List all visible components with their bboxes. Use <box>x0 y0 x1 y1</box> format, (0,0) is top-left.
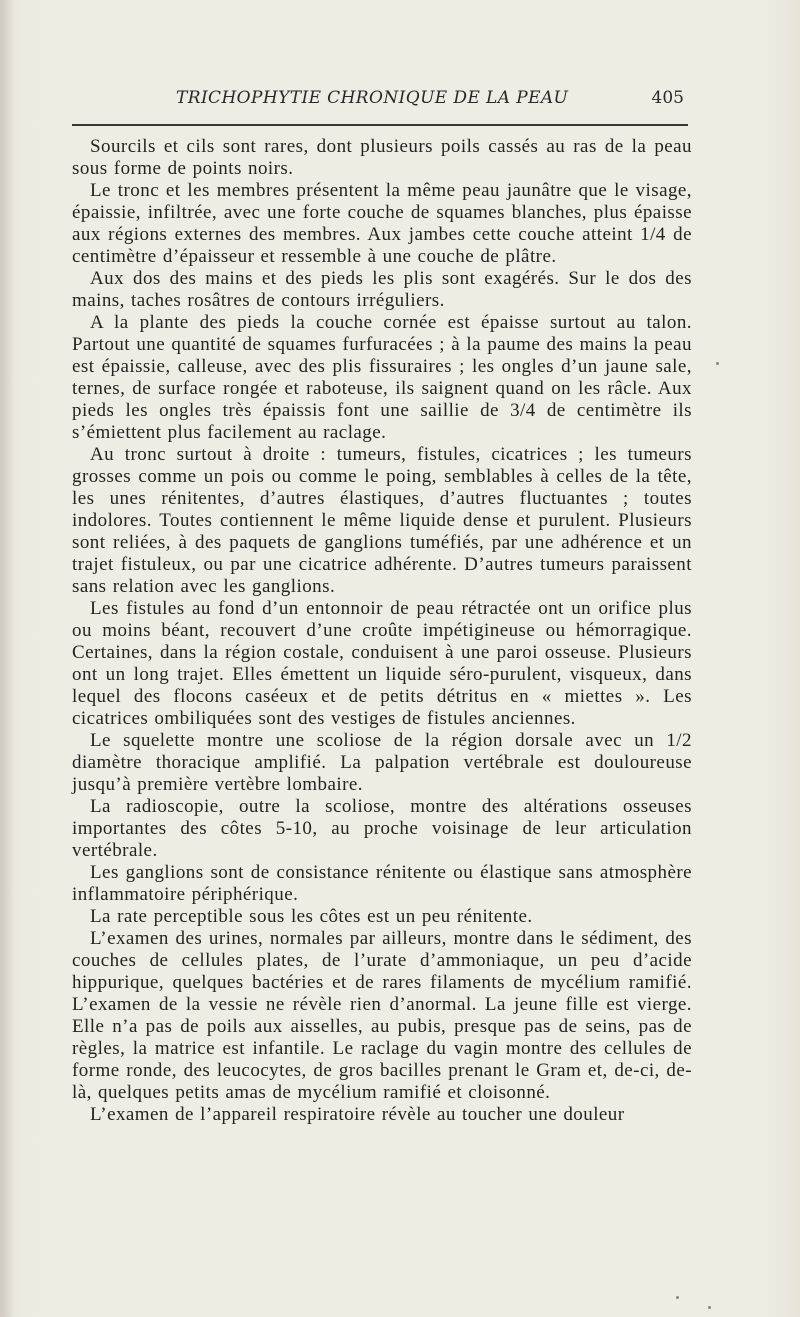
paragraph: Sourcils et cils sont rares, dont plusieurs poils cassés au ras de la peau sous forme de points noirs. <box>72 136 692 179</box>
paragraph: Les ganglions sont de consistance rénitente ou élastique sans atmosphère inflammatoire périphérique. <box>72 862 692 905</box>
scan-speck <box>708 1306 711 1309</box>
paragraph: Le squelette montre une scoliose de la région dorsale avec un 1/2 diamètre thoracique amplifié. La palpation vertébrale est douloureuse jusqu’à première vertèbre lombaire. <box>72 730 692 795</box>
body-text <box>72 136 692 1126</box>
paragraph: A la plante des pieds la couche cornée est épaisse surtout au talon. Partout une quantité de squames furfuracées ; à la paume des mains la peau est épaissie, calleuse, avec des plis fissuraires ; les ongles d’un jaune sale, ternes, de surface rongée et raboteuse, ils saignent quand on les râcle. Aux pieds les ongles très épaissis font une saillie de 3/4 de centimètre ils s’émiettent plus facilement au raclage. <box>72 312 692 443</box>
binding-shadow <box>0 0 14 1317</box>
paragraph: La rate perceptible sous les côtes est un peu rénitente. <box>90 906 533 927</box>
scan-speck <box>676 1296 679 1299</box>
scan-speck <box>716 362 719 365</box>
paragraph: La radioscopie, outre la scoliose, montre des altérations osseuses importantes des côtes 5-10, au proche voisinage de leur articulation vertébrale. <box>72 796 692 861</box>
header-rule <box>72 124 688 126</box>
paragraph: L’examen de l’appareil respiratoire révèle au toucher une douleur <box>90 1104 625 1125</box>
paragraph: Aux dos des mains et des pieds les plis sont exagérés. Sur le dos des mains, taches rosâtres de contours irréguliers. <box>72 268 692 311</box>
page-number: 405 <box>651 88 684 108</box>
paragraph: Le tronc et les membres présentent la même peau jaunâtre que le visage, épaissie, infiltrée, avec une forte couche de squames blanches, plus épaisse aux régions externes des membres. Aux jambes cette couche atteint 1/4 de centimètre d’épaisseur et ressemble à une couche de plâtre. <box>72 180 692 267</box>
running-title: TRICHOPHYTIE CHRONIQUE DE LA PEAU <box>176 88 569 108</box>
paragraph: Au tronc surtout à droite : tumeurs, fistules, cicatrices ; les tumeurs grosses comme un pois ou comme le poing, semblables à celles de la tête, les unes rénitentes, d’autres élastiques, d’autres fluctuantes ; toutes indolores. Toutes contiennent le même liquide dense et purulent. Plusieurs sont reliées, à des paquets de ganglions tuméfiés, par une adhérence et un trajet fistuleux, ou par une cicatrice adhérente. D’autres tumeurs paraissent sans relation avec les ganglions. <box>72 444 692 597</box>
page-header <box>70 88 690 114</box>
paragraph: Les fistules au fond d’un entonnoir de peau rétractée ont un orifice plus ou moins béant, recouvert d’une croûte impétigineuse ou hémorragique. Certaines, dans la région costale, conduisent à une paroi osseuse. Plusieurs ont un long trajet. Elles émettent un liquide séro-purulent, visqueux, dans lequel des flocons caséeux et de petits détritus en « miettes ». Les cicatrices ombiliquées sont des vestiges de fistules anciennes. <box>72 598 692 729</box>
paragraph: L’examen des urines, normales par ailleurs, montre dans le sédiment, des couches de cellules plates, de l’urate d’ammoniaque, un peu d’acide hippurique, quelques bactéries et de rares filaments de mycélium ramifié. L’examen de la vessie ne révèle rien d’anormal. La jeune fille est vierge. Elle n’a pas de poils aux aisselles, au pubis, presque pas de seins, pas de règles, la matrice est infantile. Le raclage du vagin montre des cellules de forme ronde, des leucocytes, de gros bacilles prenant le Gram et, de-ci, de-là, quelques petits amas de mycélium ramifié et cloisonné. <box>72 928 692 1103</box>
